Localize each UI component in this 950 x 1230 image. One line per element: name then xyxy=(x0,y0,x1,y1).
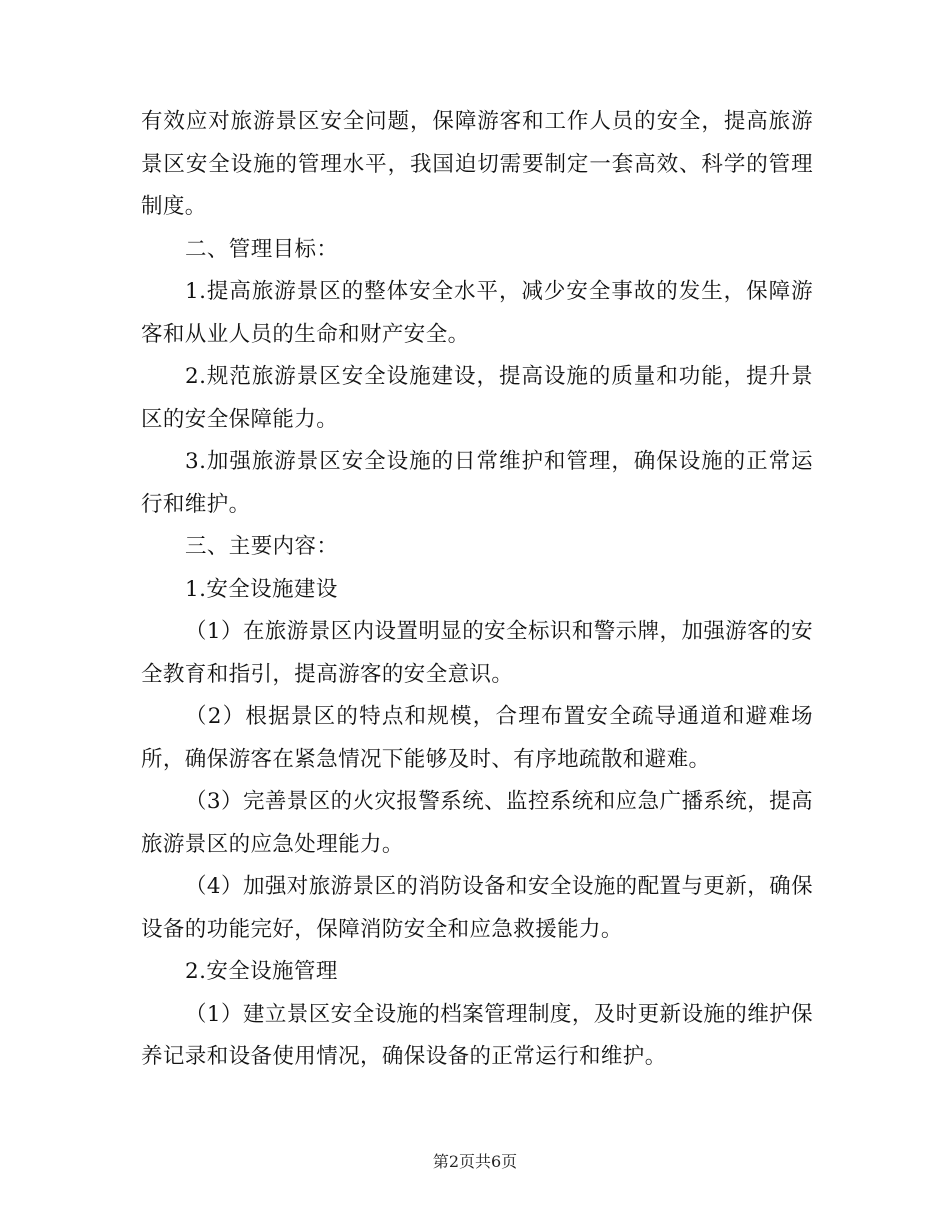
section-heading-management-goals: 二、管理目标： xyxy=(185,236,339,262)
subheading-facility-management: 2.安全设施管理 xyxy=(185,959,338,984)
section-heading-main-content: 三、主要内容： xyxy=(185,534,339,559)
document-body xyxy=(141,101,813,1079)
construction-item-4: （4）加强对旅游景区的消防设备和安全设施的配置与更新，确保设备的功能完好，保障消防安全和应急救援能力。 xyxy=(141,874,813,942)
construction-item-3: （3）完善景区的火灾报警系统、监控系统和应急广播系统，提高旅游景区的应急处理能力。 xyxy=(141,789,813,857)
paragraph-continuation: 有效应对旅游景区安全问题，保障游客和工作人员的安全，提高旅游景区安全设施的管理水平，我国迫切需要制定一套高效、科学的管理制度。 xyxy=(141,109,813,219)
page-number-footer: 第2页共6页 xyxy=(432,1152,518,1171)
subheading-facility-construction: 1.安全设施建设 xyxy=(185,576,338,602)
construction-item-1: （1）在旅游景区内设置明显的安全标识和警示牌，加强游客的安全教育和指引，提高游客的安全意识。 xyxy=(141,619,813,687)
management-item-1: （1）建立景区安全设施的档案管理制度，及时更新设施的维护保养记录和设备使用情况，确保设备的正常运行和维护。 xyxy=(141,1001,813,1069)
goal-item-3: 3.加强旅游景区安全设施的日常维护和管理，确保设施的正常运行和维护。 xyxy=(141,449,813,517)
goal-item-1: 1.提高旅游景区的整体安全水平，减少安全事故的发生，保障游客和从业人员的生命和财产安全。 xyxy=(141,279,813,347)
construction-item-2: （2）根据景区的特点和规模，合理布置安全疏导通道和避难场所，确保游客在紧急情况下能够及时、有序地疏散和避难。 xyxy=(141,704,813,772)
goal-item-2: 2.规范旅游景区安全设施建设，提高设施的质量和功能，提升景区的安全保障能力。 xyxy=(141,364,813,432)
